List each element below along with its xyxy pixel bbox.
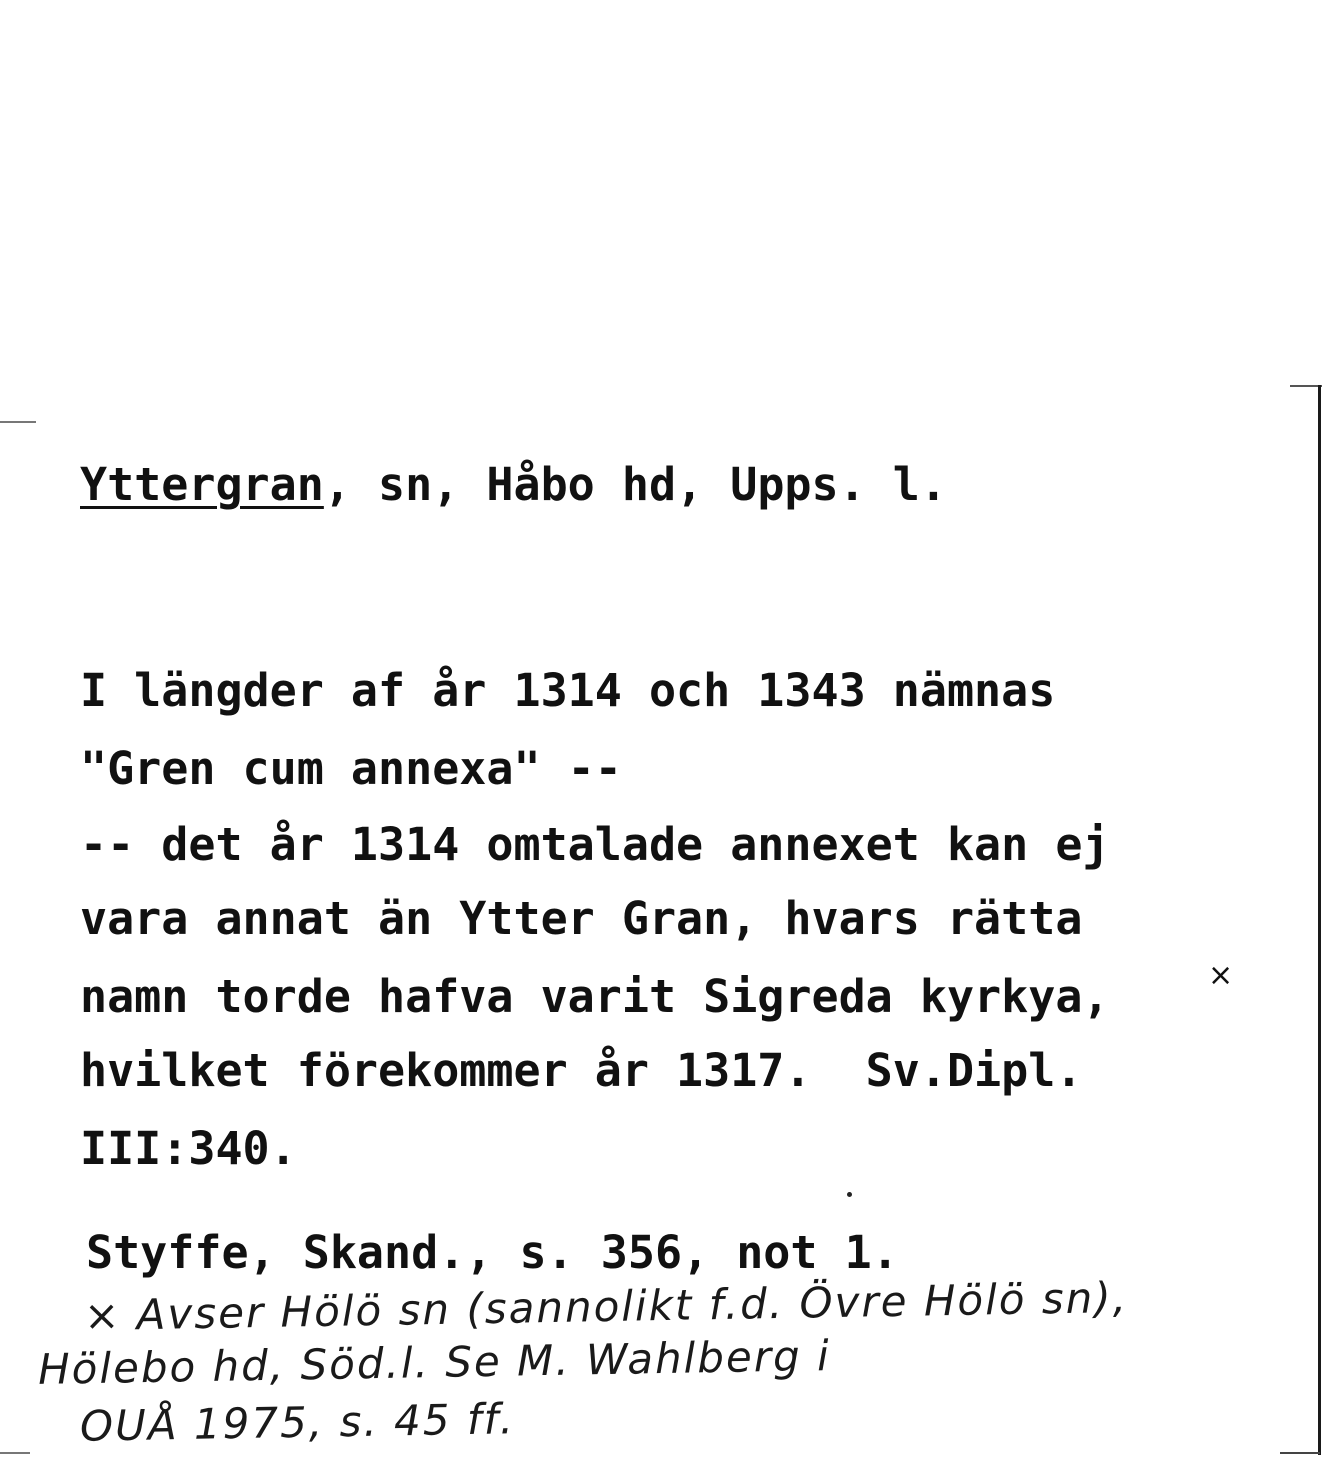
card-edge-left-mark (0, 421, 36, 423)
reference-line: Styffe, Skand., s. 356, not 1. (86, 1226, 899, 1279)
card-edge-bottom (1280, 1452, 1320, 1454)
stray-dot (847, 1192, 852, 1197)
handwritten-note-line-2: Hölebo hd, Söd.l. Se M. Wahlberg i (37, 1331, 832, 1394)
handwritten-note-line-3: OUÅ 1975, s. 45 ff. (79, 1394, 516, 1451)
body-line-2: "Gren cum annexa" -- (80, 742, 622, 795)
body-line-1: I längder af år 1314 och 1343 nämnas (80, 664, 1056, 717)
body-line-5: namn torde hafva varit Sigreda kyrkya, (80, 970, 1110, 1023)
card-edge-right (1318, 385, 1321, 1455)
handwritten-note-line-1: × Avser Hölö sn (sannolikt f.d. Övre Hölö sn), (83, 1272, 1129, 1341)
footnote-marker: × (1208, 958, 1234, 993)
place-name: Yttergran (80, 458, 324, 511)
body-line-7: III:340. (80, 1122, 297, 1175)
body-line-3: -- det år 1314 omtalade annexet kan ej (80, 818, 1110, 871)
body-line-4: vara annat än Ytter Gran, hvars rätta (80, 892, 1083, 945)
place-details: , sn, Håbo hd, Upps. l. (323, 458, 947, 511)
card-edge-left-mark-bottom (0, 1452, 30, 1454)
body-line-6: hvilket förekommer år 1317. Sv.Dipl. (80, 1044, 1083, 1097)
card-title (80, 458, 947, 511)
